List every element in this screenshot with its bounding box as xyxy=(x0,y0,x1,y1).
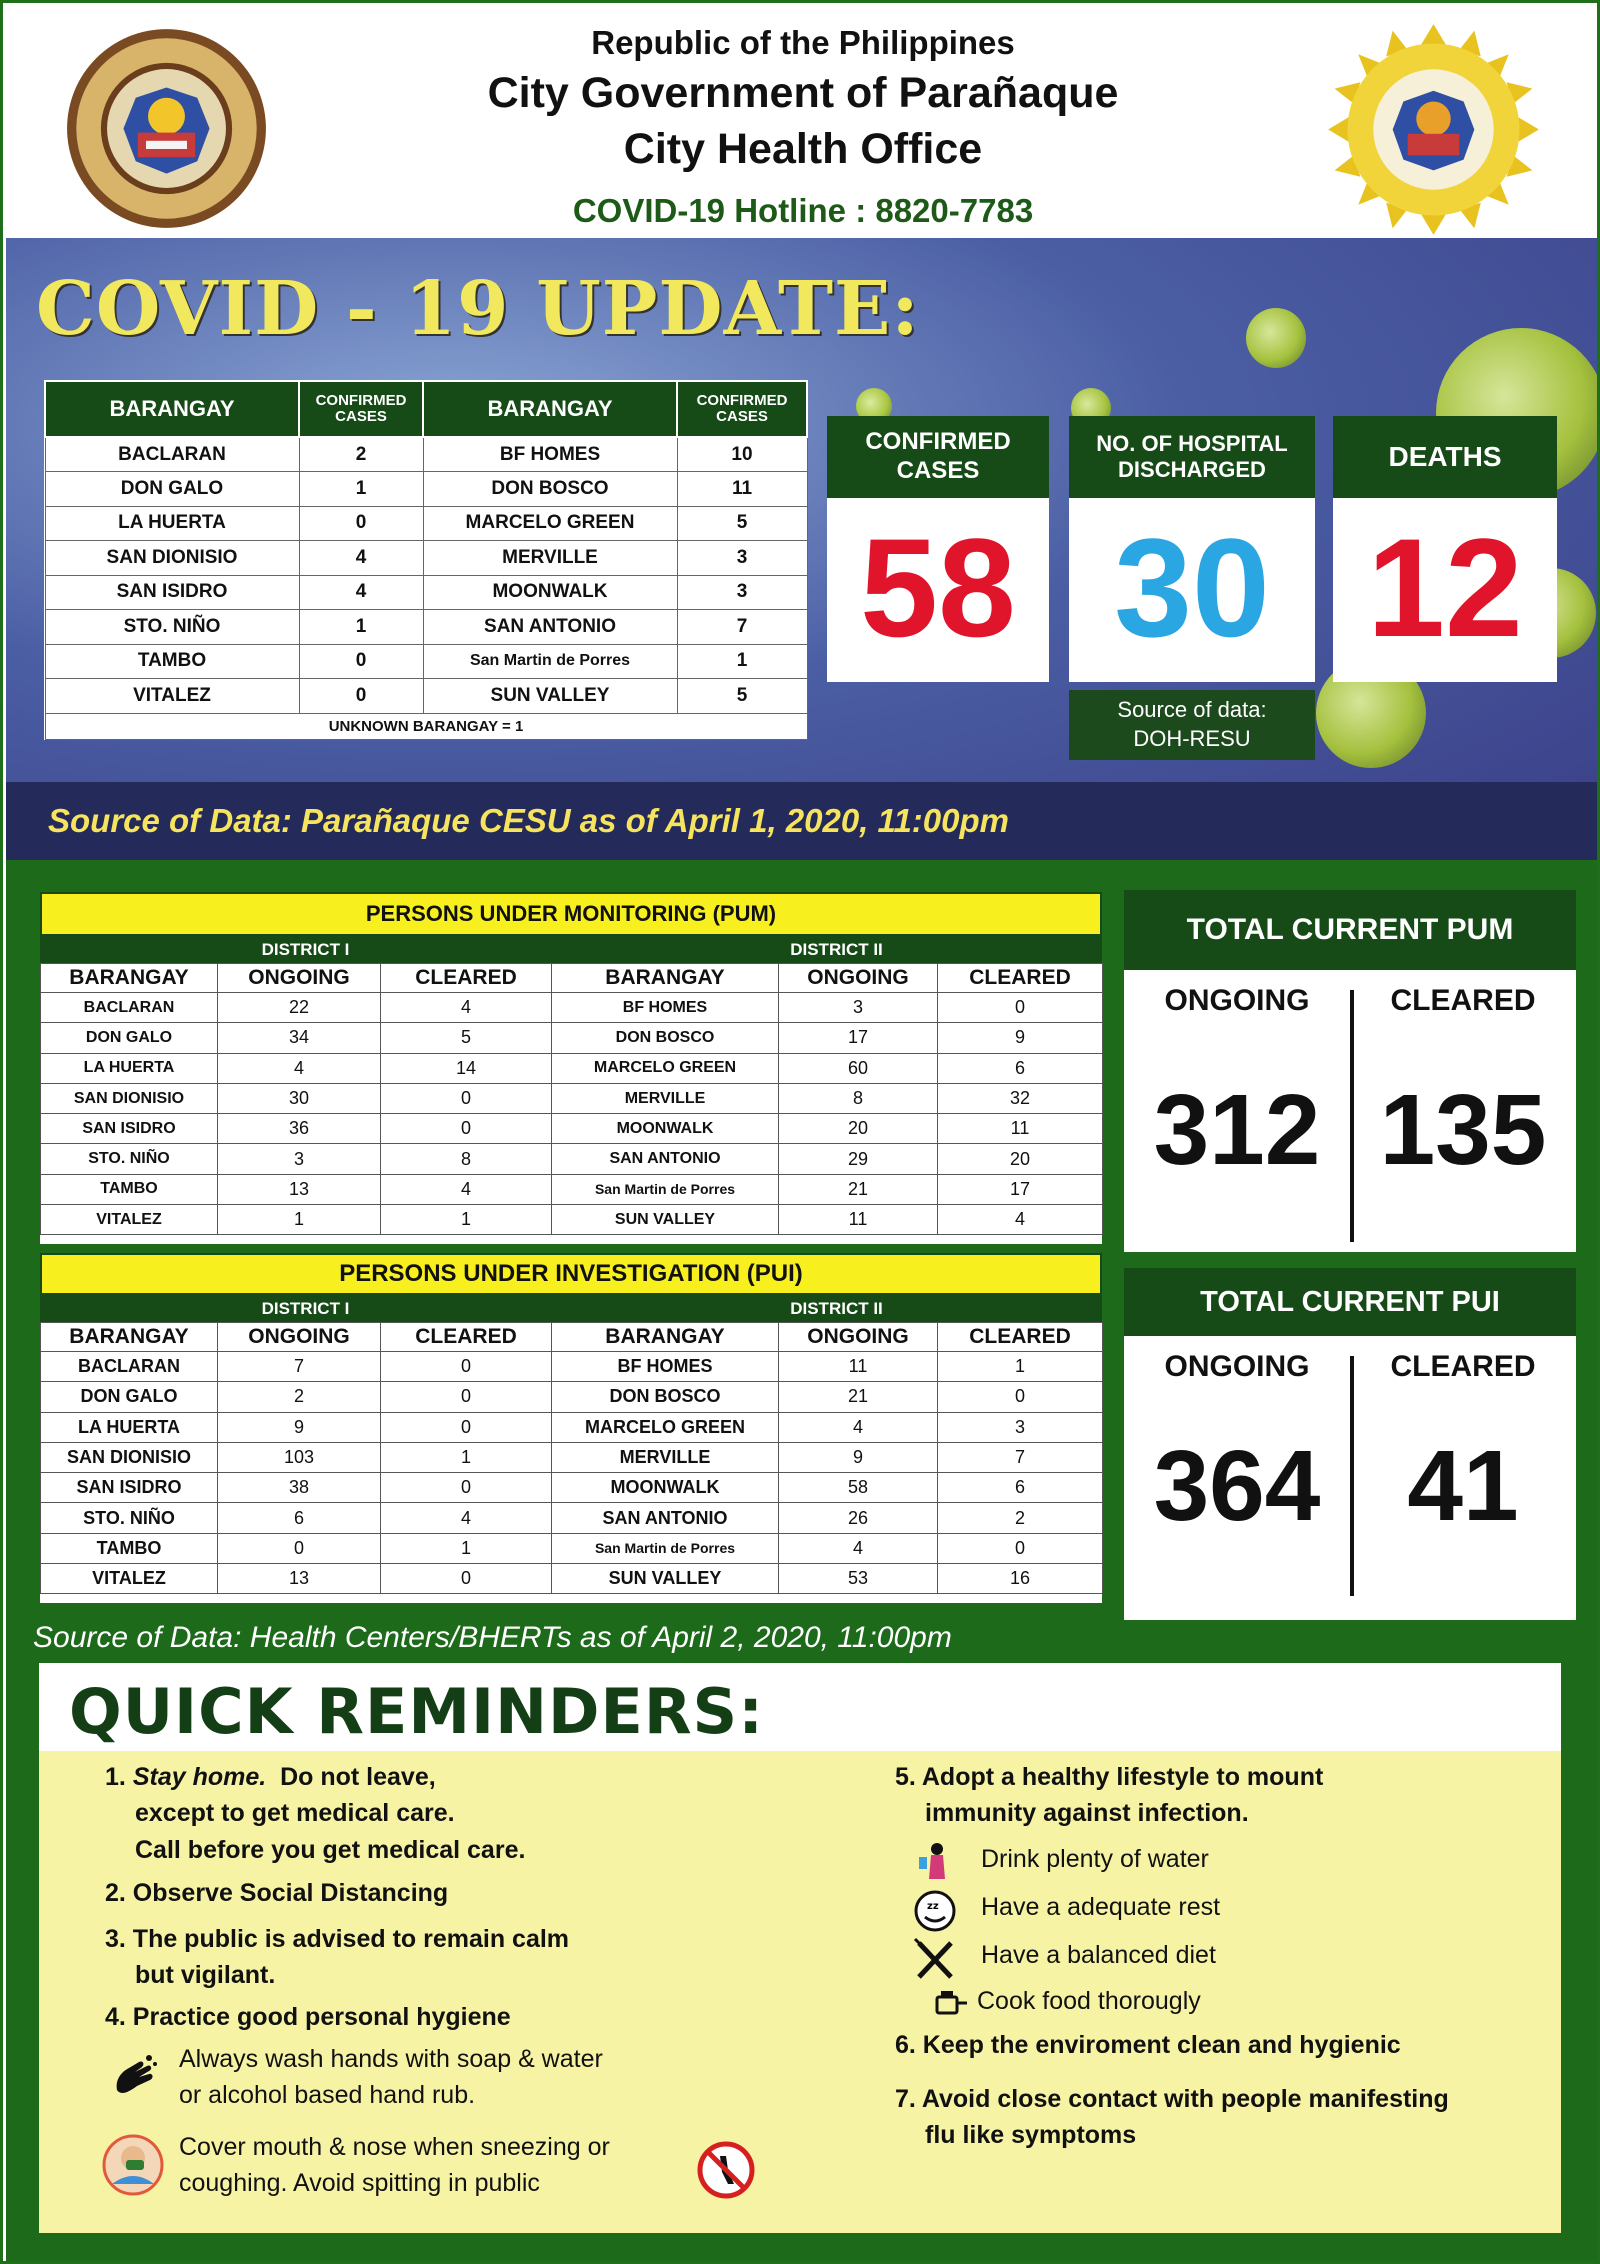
barangay-cell: SUN VALLEY xyxy=(552,1564,779,1594)
barangay-cell: DON GALO xyxy=(41,1382,218,1412)
cleared-cell: 2 xyxy=(938,1503,1103,1533)
pum-district-2: DISTRICT II xyxy=(571,936,1102,963)
deaths-count: 12 xyxy=(1367,509,1523,666)
total-pum-cleared-label: CLEARED xyxy=(1390,984,1536,1017)
covid-update-title: COVID - 19 UPDATE: xyxy=(36,266,920,352)
count-cell: 7 xyxy=(677,610,807,645)
barangay-cell: SAN ANTONIO xyxy=(552,1503,779,1533)
cleared-cell: 16 xyxy=(938,1564,1103,1594)
barangay-cell: SAN DIONISIO xyxy=(45,541,299,576)
count-cell: 0 xyxy=(299,506,423,541)
barangay-cell: BF HOMES xyxy=(552,993,779,1023)
ongoing-cell: 3 xyxy=(779,993,938,1023)
table-row xyxy=(41,1533,1103,1563)
barangay-cell: SAN ANTONIO xyxy=(423,610,677,645)
header-health-office: City Health Office xyxy=(623,125,983,173)
confirmed-row xyxy=(45,575,807,610)
total-pum-cleared: 135 xyxy=(1379,1074,1547,1186)
ongoing-cell: 60 xyxy=(779,1053,938,1083)
cleared-cell: 0 xyxy=(381,1564,552,1594)
ongoing-cell: 21 xyxy=(779,1174,938,1204)
count-cell: 10 xyxy=(677,437,807,472)
ongoing-cell: 34 xyxy=(218,1023,381,1053)
col-ongoing: ONGOING xyxy=(218,964,381,993)
reminders-title: QUICK REMINDERS: xyxy=(69,1675,765,1748)
col-cleared: CLEARED xyxy=(381,1323,552,1352)
table-row xyxy=(41,1205,1103,1235)
count-cell: 0 xyxy=(299,679,423,714)
fork-knife-icon xyxy=(909,1935,961,1983)
barangay-cell: BACLARAN xyxy=(41,993,218,1023)
barangay-cell: STO. NIÑO xyxy=(41,1144,218,1174)
ongoing-cell: 2 xyxy=(218,1382,381,1412)
total-pum-title: TOTAL CURRENT PUM xyxy=(1124,890,1576,970)
table-row xyxy=(41,1382,1103,1412)
ongoing-cell: 4 xyxy=(218,1053,381,1083)
cleared-cell: 4 xyxy=(381,993,552,1023)
ongoing-cell: 8 xyxy=(779,1083,938,1113)
hospital-discharged-box xyxy=(1069,416,1315,682)
cesu-source-text: Source of Data: Parañaque CESU as of April 1, 2020, 11:00pm xyxy=(48,802,1009,839)
table-row xyxy=(41,1144,1103,1174)
barangay-cell: LA HUERTA xyxy=(41,1412,218,1442)
confirmed-row xyxy=(45,541,807,576)
cleared-cell: 0 xyxy=(938,1533,1103,1563)
covid-update-band xyxy=(6,238,1600,860)
header xyxy=(6,6,1600,238)
barangay-cell: MOONWALK xyxy=(552,1114,779,1144)
barangay-cell: MOONWALK xyxy=(552,1473,779,1503)
cleared-cell: 1 xyxy=(381,1442,552,1472)
reminder-1: 1. Stay home. Do not leave, except to get medical care. Call before you get medical care. xyxy=(105,1763,526,1864)
hand-wash-icon xyxy=(107,2048,163,2104)
col-confirmed: CONFIRMED CASES xyxy=(299,381,423,437)
count-cell: 4 xyxy=(299,575,423,610)
confirmed-row xyxy=(45,644,807,679)
cleared-cell: 6 xyxy=(938,1053,1103,1083)
cleared-cell: 3 xyxy=(938,1412,1103,1442)
ongoing-cell: 9 xyxy=(218,1412,381,1442)
header-republic: Republic of the Philippines xyxy=(591,24,1015,61)
total-pui-ongoing: 364 xyxy=(1153,1430,1321,1542)
cleared-cell: 4 xyxy=(938,1205,1103,1235)
col-ongoing: ONGOING xyxy=(779,1323,938,1352)
table-row xyxy=(41,1114,1103,1144)
ongoing-cell: 103 xyxy=(218,1442,381,1472)
total-pum-ongoing-label: ONGOING xyxy=(1164,984,1310,1017)
barangay-cell: TAMBO xyxy=(41,1533,218,1563)
pui-title: PERSONS UNDER INVESTIGATION (PUI) xyxy=(40,1253,1102,1295)
barangay-cell: VITALEZ xyxy=(45,679,299,714)
ongoing-cell: 53 xyxy=(779,1564,938,1594)
cleared-cell: 0 xyxy=(381,1412,552,1442)
pum-table-block xyxy=(40,892,1102,1244)
total-pum-divider xyxy=(1350,990,1354,1242)
confirmed-cases-table xyxy=(44,380,808,740)
pum-district-1: DISTRICT I xyxy=(40,936,571,963)
barangay-cell: DON GALO xyxy=(41,1023,218,1053)
barangay-cell: BF HOMES xyxy=(552,1352,779,1382)
count-cell: 3 xyxy=(677,575,807,610)
barangay-cell: STO. NIÑO xyxy=(45,610,299,645)
reminder-3: 3. The public is advised to remain calm but vigilant. xyxy=(105,1925,570,1990)
barangay-cell: TAMBO xyxy=(41,1174,218,1204)
confirmed-cases-count: 58 xyxy=(860,509,1016,666)
barangay-cell: BACLARAN xyxy=(41,1352,218,1382)
ongoing-cell: 17 xyxy=(779,1023,938,1053)
reminder-4-cough: Cover mouth & nose when sneezing or coughing. Avoid spitting in public xyxy=(179,2133,610,2198)
count-cell: 2 xyxy=(299,437,423,472)
reminder-7: 7. Avoid close contact with people manifesting flu like symptoms xyxy=(895,2085,1449,2150)
total-pui-box xyxy=(1124,1268,1576,1620)
confirmed-row xyxy=(45,506,807,541)
reminder-2: 2. Observe Social Distancing xyxy=(105,1879,449,1907)
table-row xyxy=(41,1503,1103,1533)
header-city-government: City Government of Parañaque xyxy=(487,69,1119,117)
table-row xyxy=(41,993,1103,1023)
count-cell: 1 xyxy=(677,644,807,679)
col-barangay: BARANGAY xyxy=(41,1323,218,1352)
confirmed-row xyxy=(45,472,807,507)
barangay-cell: SAN ISIDRO xyxy=(41,1114,218,1144)
count-cell: 0 xyxy=(299,644,423,679)
barangay-cell: San Martin de Porres xyxy=(552,1174,779,1204)
count-cell: 5 xyxy=(677,506,807,541)
table-row xyxy=(41,1053,1103,1083)
barangay-cell: LA HUERTA xyxy=(45,506,299,541)
table-row xyxy=(41,1023,1103,1053)
ongoing-cell: 0 xyxy=(218,1533,381,1563)
ongoing-cell: 38 xyxy=(218,1473,381,1503)
cleared-cell: 0 xyxy=(938,1382,1103,1412)
cleared-cell: 4 xyxy=(381,1174,552,1204)
confirmed-cases-label: CONFIRMED CASES xyxy=(827,416,1049,498)
ongoing-cell: 58 xyxy=(779,1473,938,1503)
col-barangay: BARANGAY xyxy=(552,1323,779,1352)
barangay-cell: DON BOSCO xyxy=(552,1023,779,1053)
virus-decor-icon xyxy=(1246,308,1306,368)
barangay-cell: MERVILLE xyxy=(423,541,677,576)
ongoing-cell: 22 xyxy=(218,993,381,1023)
barangay-cell: DON GALO xyxy=(45,472,299,507)
deaths-label: DEATHS xyxy=(1333,416,1557,498)
table-row xyxy=(41,1174,1103,1204)
cleared-cell: 20 xyxy=(938,1144,1103,1174)
count-cell: 4 xyxy=(299,541,423,576)
confirmed-cases-box xyxy=(827,416,1049,682)
ongoing-cell: 11 xyxy=(779,1205,938,1235)
cleared-cell: 1 xyxy=(381,1533,552,1563)
confirmed-row xyxy=(45,679,807,714)
ongoing-cell: 1 xyxy=(218,1205,381,1235)
ongoing-cell: 26 xyxy=(779,1503,938,1533)
reminder-4-handwash: Always wash hands with soap & water or alcohol based hand rub. xyxy=(179,2045,603,2110)
barangay-cell: VITALEZ xyxy=(41,1205,218,1235)
count-cell: 5 xyxy=(677,679,807,714)
pui-district-1: DISTRICT I xyxy=(40,1295,571,1322)
total-pui-cleared-label: CLEARED xyxy=(1390,1350,1536,1383)
cleared-cell: 32 xyxy=(938,1083,1103,1113)
barangay-cell: STO. NIÑO xyxy=(41,1503,218,1533)
header-hotline: COVID-19 Hotline : 8820-7783 xyxy=(572,192,1034,229)
reminder-4: 4. Practice good personal hygiene xyxy=(105,2003,511,2031)
barangay-cell: SAN ANTONIO xyxy=(552,1144,779,1174)
cleared-cell: 8 xyxy=(381,1144,552,1174)
reminder-5: 5. Adopt a healthy lifestyle to mount immunity against infection. xyxy=(895,1763,1324,1828)
cleared-cell: 0 xyxy=(938,993,1103,1023)
ongoing-cell: 29 xyxy=(779,1144,938,1174)
total-pum-ongoing: 312 xyxy=(1153,1074,1321,1186)
ongoing-cell: 11 xyxy=(779,1352,938,1382)
barangay-cell: San Martin de Porres xyxy=(552,1533,779,1563)
barangay-cell: MOONWALK xyxy=(423,575,677,610)
col-barangay: BARANGAY xyxy=(423,381,677,437)
barangay-cell: SAN DIONISIO xyxy=(41,1442,218,1472)
table-row xyxy=(41,1564,1103,1594)
pum-title: PERSONS UNDER MONITORING (PUM) xyxy=(40,892,1102,936)
cleared-cell: 6 xyxy=(938,1473,1103,1503)
cleared-cell: 0 xyxy=(381,1382,552,1412)
ongoing-cell: 3 xyxy=(218,1144,381,1174)
pui-district-2: DISTRICT II xyxy=(571,1295,1102,1322)
col-cleared: CLEARED xyxy=(381,964,552,993)
confirmed-row xyxy=(45,437,807,472)
reminder-5-rest: Have a adequate rest xyxy=(981,1893,1221,1921)
barangay-cell: San Martin de Porres xyxy=(423,644,677,679)
col-confirmed: CONFIRMED CASES xyxy=(677,381,807,437)
pui-table-block xyxy=(40,1253,1102,1603)
total-pum-box xyxy=(1124,890,1576,1252)
col-barangay: BARANGAY xyxy=(552,964,779,993)
barangay-cell: SUN VALLEY xyxy=(423,679,677,714)
cleared-cell: 1 xyxy=(938,1352,1103,1382)
cleared-cell: 0 xyxy=(381,1114,552,1144)
barangay-cell: MERVILLE xyxy=(552,1442,779,1472)
table-row xyxy=(41,1083,1103,1113)
ongoing-cell: 7 xyxy=(218,1352,381,1382)
barangay-cell: MARCELO GREEN xyxy=(552,1053,779,1083)
cleared-cell: 17 xyxy=(938,1174,1103,1204)
col-cleared: CLEARED xyxy=(938,964,1103,993)
col-cleared: CLEARED xyxy=(938,1323,1103,1352)
col-barangay: BARANGAY xyxy=(41,964,218,993)
reminder-5-diet: Have a balanced diet xyxy=(981,1941,1216,1969)
col-barangay: BARANGAY xyxy=(45,381,299,437)
count-cell: 1 xyxy=(299,610,423,645)
ongoing-cell: 30 xyxy=(218,1083,381,1113)
ongoing-cell: 9 xyxy=(779,1442,938,1472)
pui-table xyxy=(40,1322,1103,1594)
drink-water-icon xyxy=(911,1839,955,1883)
barangay-cell: MERVILLE xyxy=(552,1083,779,1113)
count-cell: 3 xyxy=(677,541,807,576)
quick-reminders xyxy=(39,1663,1561,2233)
barangay-cell: VITALEZ xyxy=(41,1564,218,1594)
deaths-box xyxy=(1333,416,1557,682)
col-ongoing: ONGOING xyxy=(779,964,938,993)
cleared-cell: 11 xyxy=(938,1114,1103,1144)
ongoing-cell: 36 xyxy=(218,1114,381,1144)
reminder-5-cook: Cook food thorougly xyxy=(977,1987,1201,2015)
ongoing-cell: 6 xyxy=(218,1503,381,1533)
cleared-cell: 0 xyxy=(381,1352,552,1382)
hospital-discharged-count: 30 xyxy=(1114,509,1270,666)
ongoing-cell: 4 xyxy=(779,1412,938,1442)
no-spitting-icon xyxy=(695,2139,757,2201)
barangay-cell: SAN ISIDRO xyxy=(41,1473,218,1503)
pum-table xyxy=(40,963,1103,1235)
ongoing-cell: 13 xyxy=(218,1174,381,1204)
stats-source: Source of data: DOH-RESU xyxy=(1069,690,1315,760)
cooking-pot-icon xyxy=(931,1981,971,2021)
ongoing-cell: 13 xyxy=(218,1564,381,1594)
barangay-cell: SAN ISIDRO xyxy=(45,575,299,610)
barangay-cell: DON BOSCO xyxy=(423,472,677,507)
cleared-cell: 4 xyxy=(381,1503,552,1533)
ongoing-cell: 4 xyxy=(779,1533,938,1563)
total-pui-title: TOTAL CURRENT PUI xyxy=(1124,1268,1576,1336)
ongoing-cell: 21 xyxy=(779,1382,938,1412)
cleared-cell: 9 xyxy=(938,1023,1103,1053)
reminder-6: 6. Keep the enviroment clean and hygienic xyxy=(895,2031,1401,2059)
barangay-cell: DON BOSCO xyxy=(552,1382,779,1412)
barangay-cell: SUN VALLEY xyxy=(552,1205,779,1235)
unknown-barangay: UNKNOWN BARANGAY = 1 xyxy=(45,713,807,739)
barangay-cell: MARCELO GREEN xyxy=(552,1412,779,1442)
barangay-cell: LA HUERTA xyxy=(41,1053,218,1083)
count-cell: 11 xyxy=(677,472,807,507)
barangay-cell: MARCELO GREEN xyxy=(423,506,677,541)
table-row xyxy=(41,1412,1103,1442)
count-cell: 1 xyxy=(299,472,423,507)
bhert-source-text: Source of Data: Health Centers/BHERTs as of April 2, 2020, 11:00pm xyxy=(33,1621,952,1654)
cleared-cell: 5 xyxy=(381,1023,552,1053)
cleared-cell: 1 xyxy=(381,1205,552,1235)
barangay-cell: SAN DIONISIO xyxy=(41,1083,218,1113)
barangay-cell: TAMBO xyxy=(45,644,299,679)
confirmed-row xyxy=(45,610,807,645)
rest-icon xyxy=(911,1887,959,1935)
cough-cover-icon xyxy=(101,2133,165,2197)
barangay-cell: BF HOMES xyxy=(423,437,677,472)
cleared-cell: 0 xyxy=(381,1083,552,1113)
col-ongoing: ONGOING xyxy=(218,1323,381,1352)
svg-text:zz: zz xyxy=(927,1901,939,1912)
table-row xyxy=(41,1473,1103,1503)
total-pui-ongoing-label: ONGOING xyxy=(1164,1350,1310,1383)
table-row xyxy=(41,1442,1103,1472)
barangay-cell: BACLARAN xyxy=(45,437,299,472)
ongoing-cell: 20 xyxy=(779,1114,938,1144)
hospital-discharged-label: NO. OF HOSPITAL DISCHARGED xyxy=(1069,416,1315,498)
table-row xyxy=(41,1352,1103,1382)
cleared-cell: 14 xyxy=(381,1053,552,1083)
total-pui-divider xyxy=(1350,1356,1354,1596)
reminder-5-water: Drink plenty of water xyxy=(981,1845,1209,1873)
cleared-cell: 0 xyxy=(381,1473,552,1503)
cleared-cell: 7 xyxy=(938,1442,1103,1472)
total-pui-cleared: 41 xyxy=(1407,1430,1519,1542)
